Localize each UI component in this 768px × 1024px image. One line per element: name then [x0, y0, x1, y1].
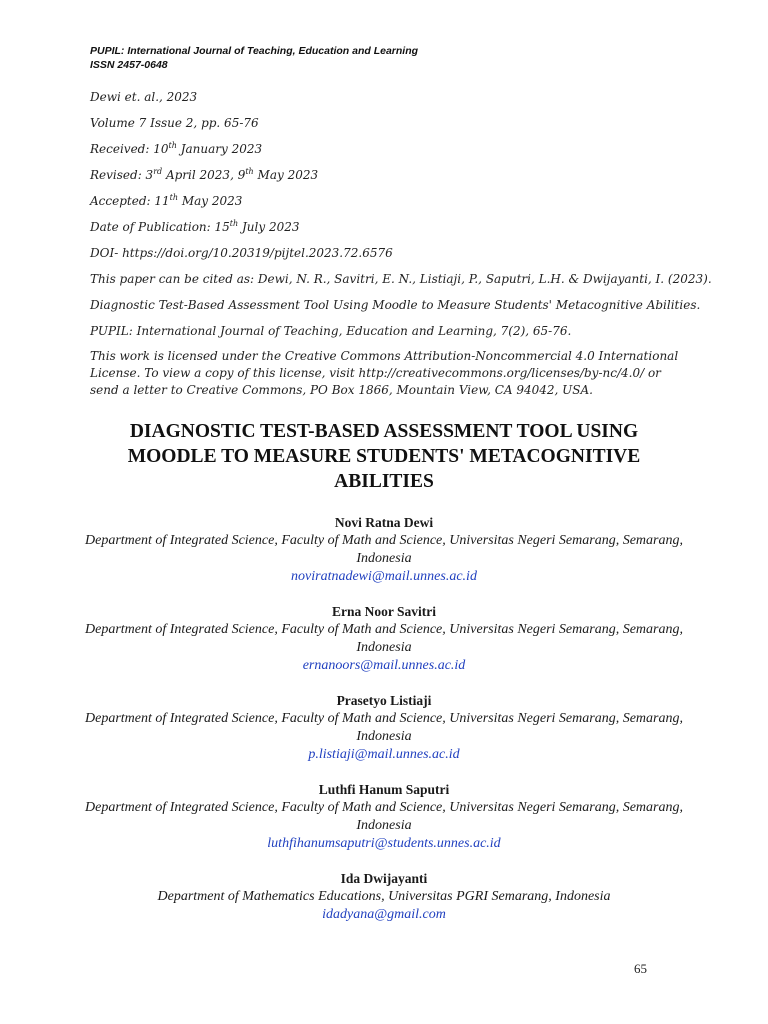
meta-doi[interactable]: DOI- https://doi.org/10.20319/pijtel.2023.72.6576 — [90, 246, 393, 260]
journal-name: PUPIL: International Journal of Teaching, Education and Learning — [90, 45, 419, 57]
meta-received: Received: 10th January 2023 — [90, 141, 263, 156]
author-email[interactable]: noviratnadewi@mail.unnes.ac.id — [291, 569, 477, 584]
author-block — [84, 514, 684, 586]
author-name: Erna Noor Savitri — [332, 604, 436, 619]
author-name: Ida Dwijayanti — [340, 871, 428, 886]
meta-publication-date: Date of Publication: 15th July 2023 — [90, 219, 300, 234]
paper-title: DIAGNOSTIC TEST-BASED ASSESSMENT TOOL USING MOODLE TO MEASURE STUDENTS' METACOGNITIVE ABILITIES — [127, 421, 641, 492]
meta-citation-3: PUPIL: International Journal of Teaching, Education and Learning, 7(2), 65-76. — [90, 324, 572, 338]
author-block — [84, 692, 684, 764]
author-affiliation: Department of Integrated Science, Faculty of Math and Science, Universitas Negeri Semarang, Semarang, Indonesia — [85, 533, 683, 566]
journal-header — [90, 44, 418, 72]
author-email[interactable]: p.listiaji@mail.unnes.ac.id — [308, 747, 460, 762]
meta-citation-1: This paper can be cited as: Dewi, N. R., Savitri, E. N., Listiaji, P., Saputri, L.H. & Dwijayanti, I. (2023). — [90, 272, 712, 286]
license-notice: This work is licensed under the Creative Commons Attribution-Noncommercial 4.0 International License. To view a copy of this license, visit http://creativecommons.org/licenses/by-nc/4.0/ or send a letter to Creative Commons, PO Box 1866, Mountain View, CA 94042, USA. — [90, 349, 679, 397]
issn: ISSN 2457-0648 — [90, 59, 168, 71]
author-name: Novi Ratna Dewi — [334, 515, 434, 530]
author-name: Luthfi Hanum Saputri — [318, 782, 450, 797]
author-affiliation: Department of Integrated Science, Faculty of Math and Science, Universitas Negeri Semarang, Semarang, Indonesia — [85, 711, 683, 744]
author-affiliation: Department of Integrated Science, Faculty of Math and Science, Universitas Negeri Semarang, Semarang, Indonesia — [85, 800, 683, 833]
author-email[interactable]: idadyana@gmail.com — [322, 907, 446, 922]
author-block — [84, 870, 684, 924]
author-affiliation: Department of Mathematics Educations, Universitas PGRI Semarang, Indonesia — [157, 889, 611, 904]
meta-accepted: Accepted: 11th May 2023 — [90, 193, 243, 208]
author-email[interactable]: ernanoors@mail.unnes.ac.id — [302, 658, 466, 673]
author-block — [84, 781, 684, 853]
meta-volume: Volume 7 Issue 2, pp. 65-76 — [90, 116, 259, 130]
author-name: Prasetyo Listiaji — [336, 693, 432, 708]
meta-authors: Dewi et. al., 2023 — [90, 90, 198, 104]
author-block — [84, 603, 684, 675]
page-number: 65 — [634, 961, 647, 976]
author-affiliation: Department of Integrated Science, Faculty of Math and Science, Universitas Negeri Semarang, Semarang, Indonesia — [85, 622, 683, 655]
author-email[interactable]: luthfihanumsaputri@students.unnes.ac.id — [267, 836, 501, 851]
meta-revised: Revised: 3rd April 2023, 9th May 2023 — [90, 167, 319, 182]
meta-citation-2: Diagnostic Test-Based Assessment Tool Using Moodle to Measure Students' Metacognitive Abilities. — [90, 298, 701, 312]
